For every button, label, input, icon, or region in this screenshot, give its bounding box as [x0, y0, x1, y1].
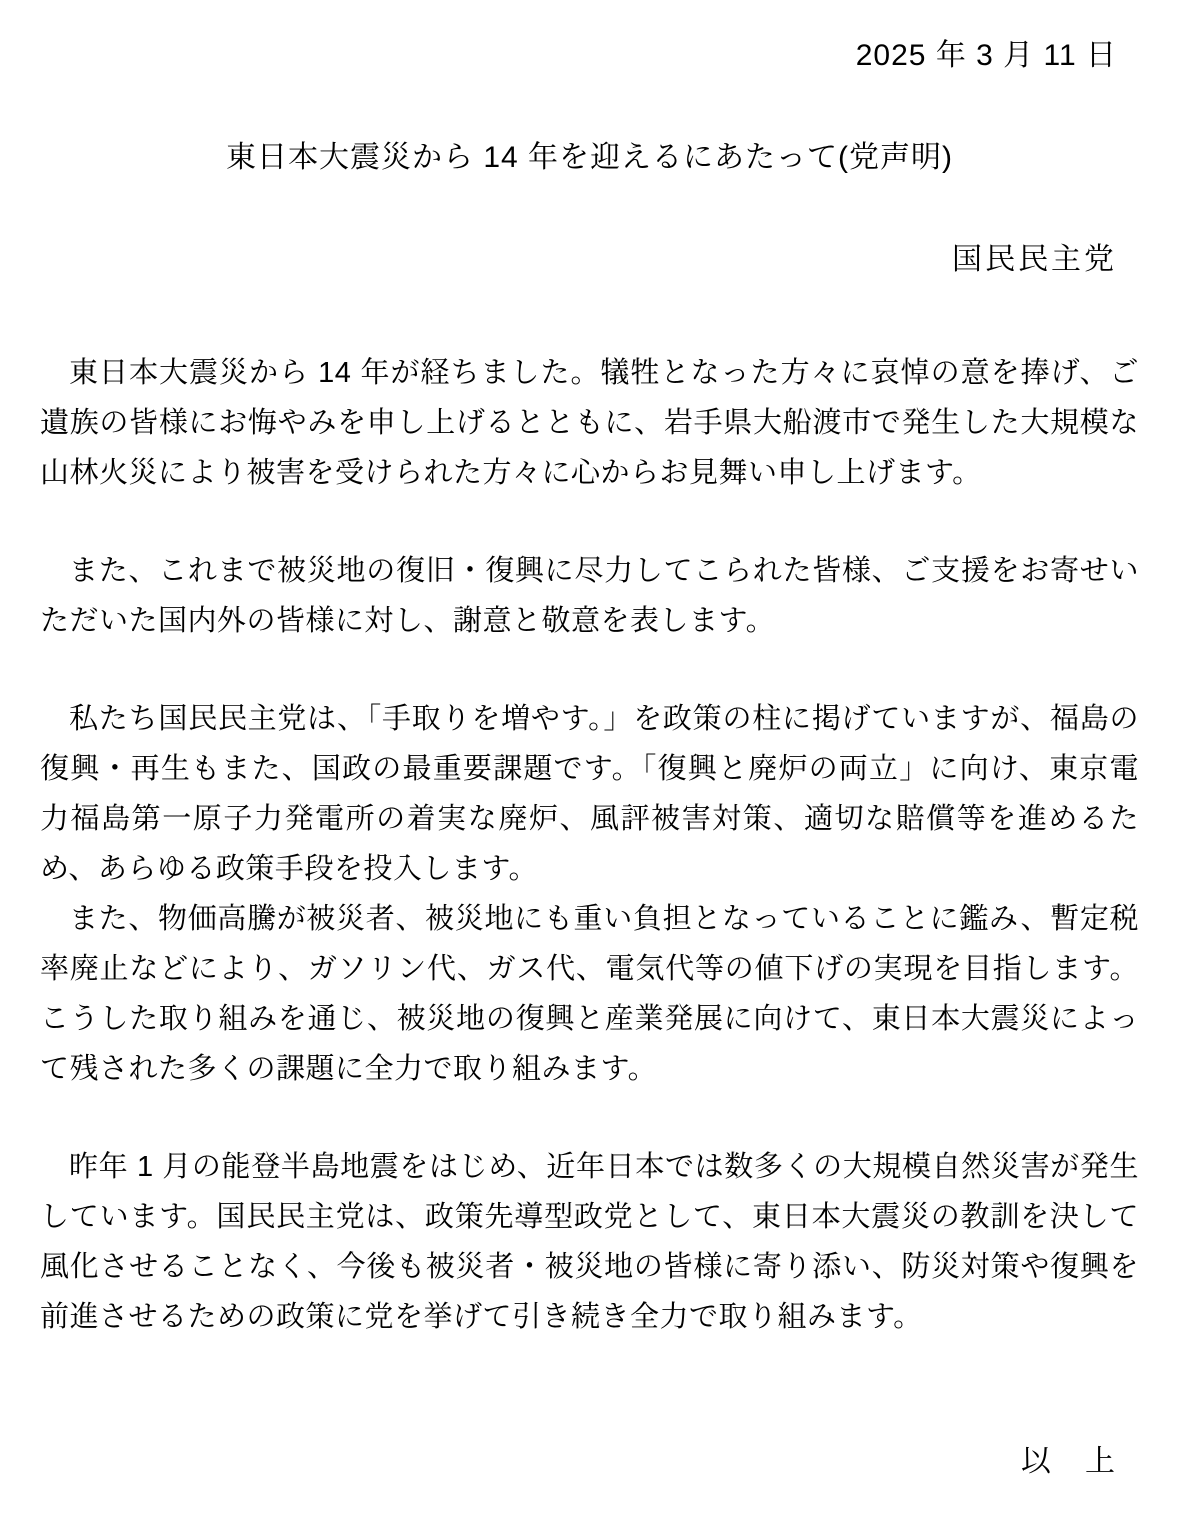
body-paragraph: 私たち国民民主党は、「手取りを増やす。」を政策の柱に掲げていますが、福島の復興・再生もまた、国政の最重要課題です。「復興と廃炉の両立」に向け、東京電力福島第一原子力発電所の着実な廃炉、風評被害対策、適切な賠償等を進めるため、あらゆる政策手段を投入します。: [40, 703, 1139, 885]
body-paragraph: また、これまで被災地の復旧・復興に尽力してこられた皆様、ご支援をお寄せいただいた国内外の皆様に対し、謝意と敬意を表します。: [40, 555, 1139, 637]
body-block-1: [40, 348, 1139, 498]
body-block-3: [40, 694, 1139, 1094]
body-block-4: [40, 1142, 1139, 1342]
body-paragraph: また、物価高騰が被災者、被災地にも重い負担となっていることに鑑み、暫定税率廃止などにより、ガソリン代、ガス代、電気代等の値下げの実現を目指します。こうした取り組みを通じ、被災地の復興と産業発展に向けて、東日本大震災によって残された多くの課題に全力で取り組みます。: [40, 903, 1139, 1085]
party-name: 国民民主党: [952, 243, 1117, 276]
body-paragraph: 昨年 1 月の能登半島地震をはじめ、近年日本では数多くの大規模自然災害が発生しています。国民民主党は、政策先導型政党として、東日本大震災の教訓を決して風化させることなく、今後も被災者・被災地の皆様に寄り添い、防災対策や復興を前進させるための政策に党を挙げて引き続き全力で取り組みます。: [40, 1151, 1139, 1333]
body-block-2: [40, 546, 1139, 646]
closing-mark: 以 上: [1021, 1445, 1117, 1478]
document-title: 東日本大震災から 14 年を迎えるにあたって(党声明): [225, 141, 954, 174]
document-date: 2025 年 3 月 11 日: [855, 39, 1117, 72]
body-paragraph: 東日本大震災から 14 年が経ちました。犠牲となった方々に哀悼の意を捧げ、ご遺族の皆様にお悔やみを申し上げるとともに、岩手県大船渡市で発生した大規模な山林火災により被害を受けられた方々に心からお見舞い申し上げます。: [40, 357, 1139, 489]
